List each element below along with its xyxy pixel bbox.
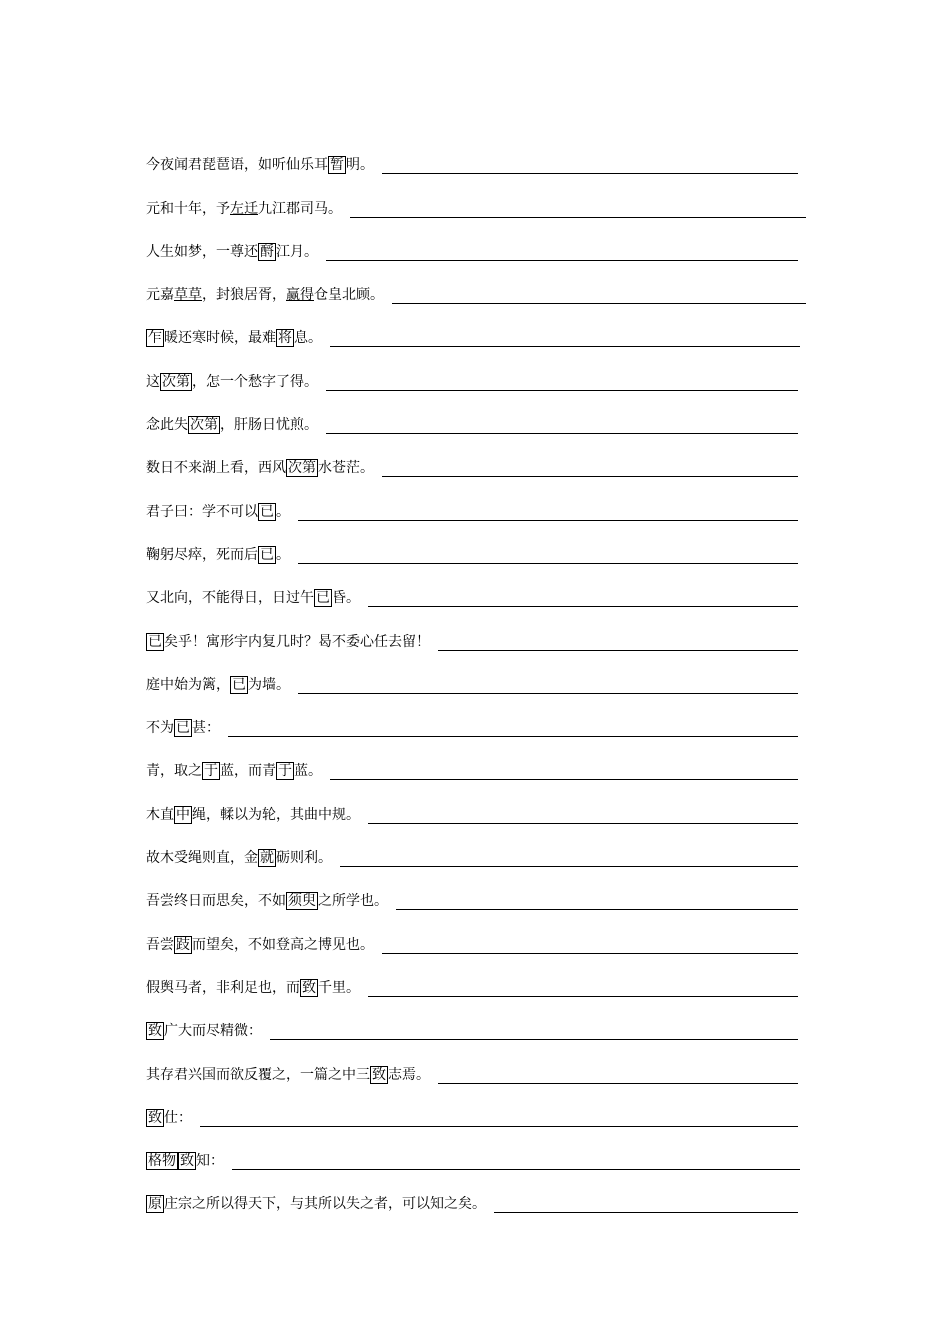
question-text — [146, 805, 360, 829]
text-segment: ，怎一个愁字了得。 — [192, 373, 318, 390]
question-row — [146, 656, 806, 699]
question-row — [146, 266, 806, 309]
text-segment: 念此失 — [146, 417, 188, 434]
question-row — [146, 785, 806, 828]
question-row — [146, 223, 806, 266]
question-text — [146, 761, 322, 785]
question-text — [146, 328, 322, 352]
question-text — [146, 502, 290, 526]
text-segment: 昏。 — [332, 590, 360, 607]
question-text — [146, 675, 290, 699]
boxed-keyword: 致 — [302, 979, 316, 996]
text-segment: 甚： — [192, 720, 220, 737]
question-text — [146, 848, 332, 872]
boxed-keyword: 须臾 — [288, 893, 316, 910]
question-text — [146, 372, 318, 396]
question-text — [146, 1065, 430, 1089]
answer-blank-line[interactable] — [392, 303, 806, 304]
text-segment: 绳，輮以为轮，其曲中规。 — [192, 806, 360, 823]
text-segment: 元和十年，予 — [146, 200, 230, 217]
answer-blank-line[interactable] — [232, 1169, 800, 1170]
question-text — [146, 588, 360, 612]
boxed-keyword: 次第 — [162, 373, 190, 390]
answer-blank-line[interactable] — [200, 1126, 798, 1127]
boxed-keyword: 致 — [180, 1153, 194, 1170]
answer-blank-line[interactable] — [270, 1039, 798, 1040]
text-segment: 知： — [196, 1153, 224, 1170]
question-row — [146, 309, 806, 352]
text-segment: 不为 — [146, 720, 174, 737]
text-segment: 庄宗之所以得天下，与其所以失之者，可以知之矣。 — [164, 1196, 486, 1213]
question-text — [146, 545, 290, 569]
text-segment: 今夜闻君琵琶语，如听仙乐耳 — [146, 157, 328, 174]
text-segment: 。 — [276, 503, 290, 520]
text-segment: ，封狼居胥， — [202, 287, 286, 304]
answer-blank-line[interactable] — [330, 779, 798, 780]
question-text — [146, 285, 384, 309]
boxed-keyword: 暂 — [330, 157, 344, 174]
text-segment: 仓皇北顾。 — [314, 287, 384, 304]
boxed-keyword: 已 — [176, 720, 190, 737]
boxed-keyword: 已 — [260, 503, 274, 520]
text-segment: 又北向，不能得日，日过午 — [146, 590, 314, 607]
answer-blank-line[interactable] — [326, 433, 798, 434]
boxed-keyword: 乍 — [148, 330, 162, 347]
boxed-keyword: 次第 — [190, 417, 218, 434]
boxed-keyword: 致 — [372, 1066, 386, 1083]
answer-blank-line[interactable] — [228, 736, 798, 737]
question-row — [146, 959, 806, 1002]
question-list — [146, 136, 806, 1218]
question-text — [146, 242, 318, 266]
text-segment: 吾尝 — [146, 936, 174, 953]
text-segment: 吾尝终日而思矣，不如 — [146, 893, 286, 910]
answer-blank-line[interactable] — [298, 520, 798, 521]
text-segment: 江月。 — [276, 243, 318, 260]
answer-blank-line[interactable] — [494, 1212, 798, 1213]
text-segment: 千里。 — [318, 979, 360, 996]
text-segment: 蓝，而青 — [220, 763, 276, 780]
text-segment: 其存君兴国而欲反覆之，一篇之中三 — [146, 1066, 370, 1083]
text-segment: 。 — [276, 546, 290, 563]
boxed-keyword: 已 — [148, 633, 162, 650]
answer-blank-line[interactable] — [438, 1083, 798, 1084]
question-row — [146, 829, 806, 872]
answer-blank-line[interactable] — [382, 476, 798, 477]
boxed-keyword: 就 — [260, 850, 274, 867]
underlined-keyword: 赢得 — [286, 287, 314, 304]
question-row — [146, 915, 806, 958]
question-text — [146, 891, 388, 915]
text-segment: 仕： — [164, 1109, 192, 1126]
question-row — [146, 352, 806, 395]
answer-blank-line[interactable] — [340, 866, 798, 867]
boxed-keyword: 跂 — [176, 936, 190, 953]
question-row — [146, 742, 806, 785]
question-text — [146, 935, 374, 959]
text-segment: 为墙。 — [248, 676, 290, 693]
answer-blank-line[interactable] — [330, 346, 800, 347]
answer-blank-line[interactable] — [298, 693, 798, 694]
text-segment: 元嘉 — [146, 287, 174, 304]
text-segment: 志焉。 — [388, 1066, 430, 1083]
text-segment: 水苍茫。 — [318, 460, 374, 477]
question-row — [146, 612, 806, 655]
question-text — [146, 1108, 192, 1132]
question-text — [146, 718, 220, 742]
answer-blank-line[interactable] — [326, 260, 798, 261]
question-text — [146, 199, 342, 223]
question-row — [146, 569, 806, 612]
answer-blank-line[interactable] — [396, 909, 798, 910]
question-text — [146, 1194, 486, 1218]
question-row — [146, 136, 806, 179]
text-segment: 之所学也。 — [318, 893, 388, 910]
boxed-keyword: 已 — [232, 676, 246, 693]
question-text — [146, 1021, 262, 1045]
question-row — [146, 1175, 806, 1218]
boxed-keyword: 致 — [148, 1109, 162, 1126]
answer-blank-line[interactable] — [298, 563, 798, 564]
question-text — [146, 155, 374, 179]
question-text — [146, 415, 318, 439]
text-segment: 明。 — [346, 157, 374, 174]
text-segment: 鞠躬尽瘁，死而后 — [146, 546, 258, 563]
question-row — [146, 439, 806, 482]
underlined-keyword: 草草 — [174, 287, 202, 304]
answer-blank-line[interactable] — [382, 953, 798, 954]
answer-blank-line[interactable] — [368, 606, 798, 607]
text-segment: 这 — [146, 373, 160, 390]
boxed-keyword: 酹 — [260, 243, 274, 260]
text-segment: 九江郡司马。 — [258, 200, 342, 217]
answer-blank-line[interactable] — [382, 173, 798, 174]
boxed-keyword: 次第 — [288, 460, 316, 477]
question-text — [146, 458, 374, 482]
boxed-keyword: 已 — [260, 546, 274, 563]
underlined-keyword: 左迁 — [230, 200, 258, 217]
question-text — [146, 632, 430, 656]
text-segment: 人生如梦，一尊还 — [146, 243, 258, 260]
question-row — [146, 699, 806, 742]
text-segment: 故木受绳则直，金 — [146, 850, 258, 867]
boxed-keyword: 致 — [148, 1023, 162, 1040]
answer-blank-line[interactable] — [368, 996, 798, 997]
answer-blank-line[interactable] — [350, 217, 806, 218]
text-segment: 青，取之 — [146, 763, 202, 780]
question-row — [146, 1132, 806, 1175]
boxed-keyword: 于 — [204, 763, 218, 780]
text-segment: 木直 — [146, 806, 174, 823]
answer-blank-line[interactable] — [438, 650, 798, 651]
text-segment: 假舆马者，非利足也，而 — [146, 979, 300, 996]
question-row — [146, 872, 806, 915]
text-segment: 砺则利。 — [276, 850, 332, 867]
text-segment: 庭中始为篱， — [146, 676, 230, 693]
question-text — [146, 1151, 224, 1175]
text-segment: 而望矣，不如登高之博见也。 — [192, 936, 374, 953]
boxed-keyword: 中 — [176, 806, 190, 823]
text-segment: 暖还寒时候，最难 — [164, 330, 276, 347]
boxed-keyword: 于 — [278, 763, 292, 780]
text-segment: 广大而尽精微： — [164, 1023, 262, 1040]
boxed-keyword: 格物 — [148, 1153, 176, 1170]
boxed-keyword: 将 — [278, 330, 292, 347]
question-row — [146, 526, 806, 569]
boxed-keyword: 已 — [316, 590, 330, 607]
text-segment: 数日不来湖上看，西风 — [146, 460, 286, 477]
boxed-keyword: 原 — [148, 1196, 162, 1213]
question-row — [146, 1089, 806, 1132]
question-row — [146, 1045, 806, 1088]
text-segment: 息。 — [294, 330, 322, 347]
text-segment: ，肝肠日忧煎。 — [220, 417, 318, 434]
question-row — [146, 482, 806, 525]
answer-blank-line[interactable] — [368, 823, 798, 824]
answer-blank-line[interactable] — [326, 390, 798, 391]
question-row — [146, 1002, 806, 1045]
text-segment: 君子曰：学不可以 — [146, 503, 258, 520]
text-segment: 蓝。 — [294, 763, 322, 780]
question-row — [146, 396, 806, 439]
question-row — [146, 179, 806, 222]
question-text — [146, 978, 360, 1002]
text-segment: 矣乎！寓形宇内复几时？曷不委心任去留！ — [164, 633, 430, 650]
